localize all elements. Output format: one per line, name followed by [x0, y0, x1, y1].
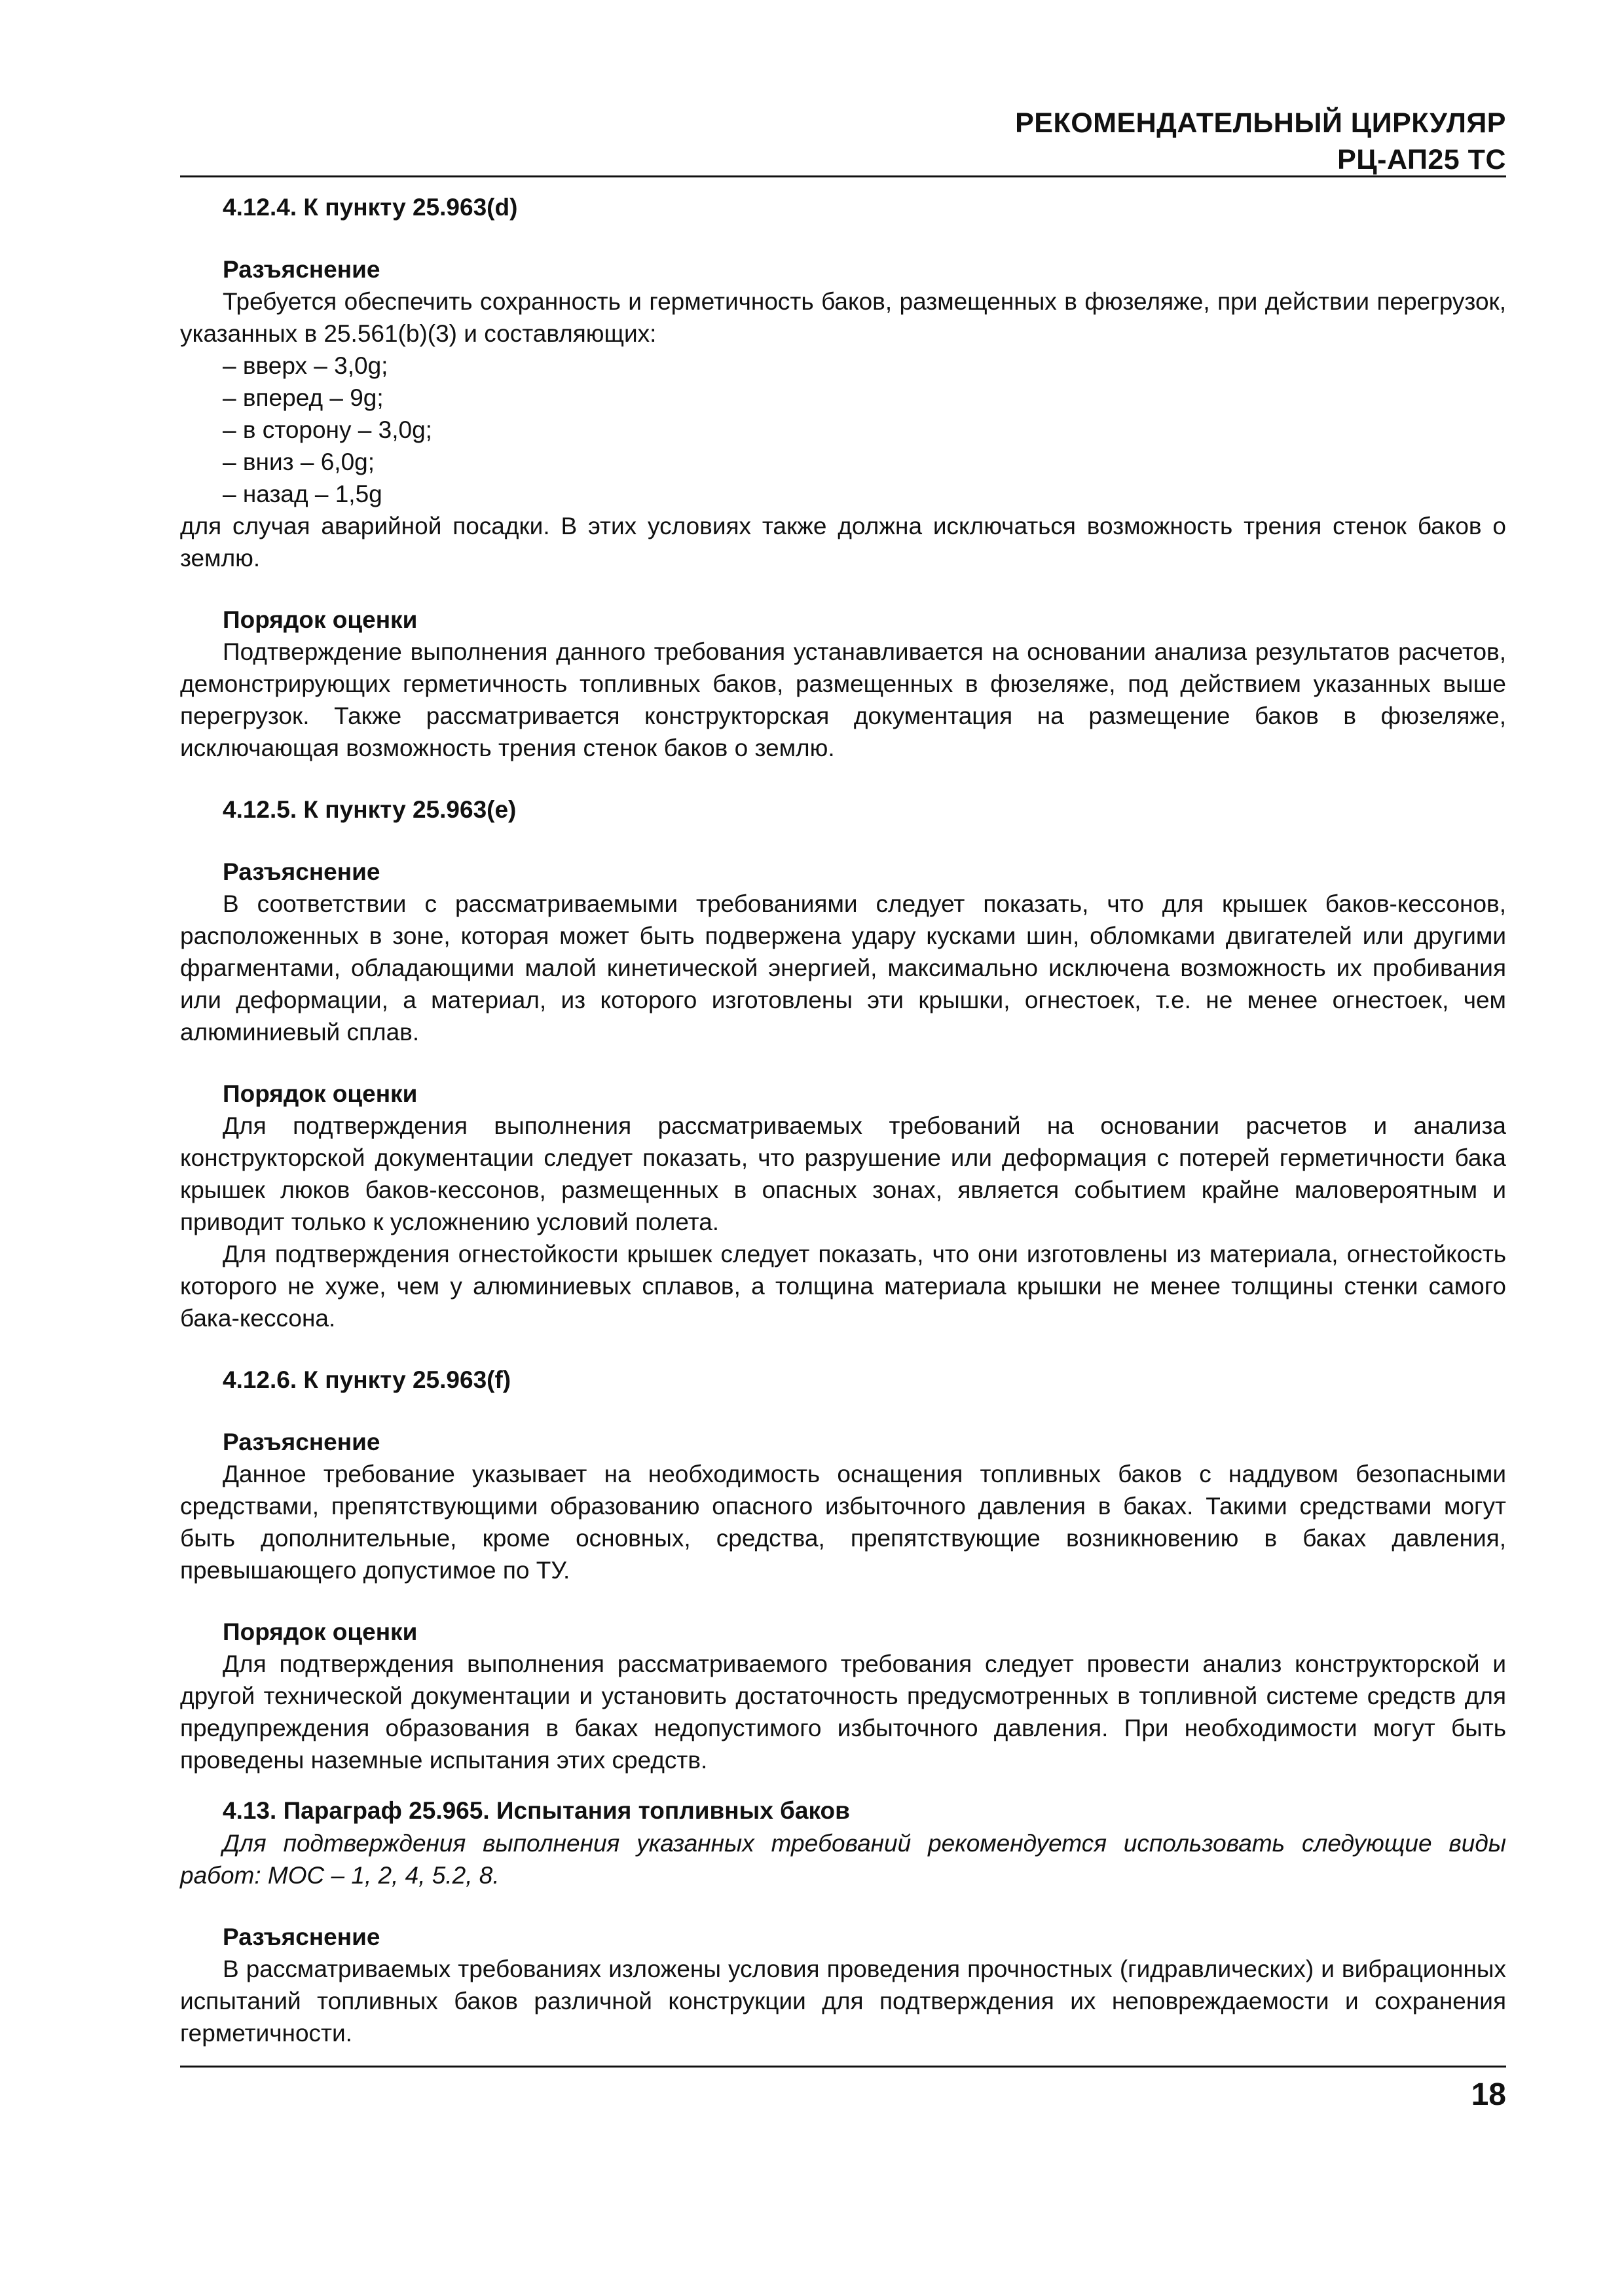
- assessment-heading: Порядок оценки: [223, 1618, 418, 1645]
- section-title-4-12-4: 4.12.4. К пункту 25.963(d): [223, 194, 518, 221]
- explanation-paragraph: Данное требование указывает на необходимость оснащения топливных баков с наддувом безопасными средствами, препятствующими образованию опасного избыточного давления в баках. Такими средствами могут быть дополнительные, кроме основных, средства, препятствующие возникновению в баках давления, превышающего допустимое по ТУ.: [180, 1461, 1506, 1584]
- load-list-item: – вниз – 6,0g;: [223, 448, 375, 475]
- assessment-paragraph: Подтверждение выполнения данного требования устанавливается на основании анализа результатов расчетов, демонстрирующих герметичность топливных баков, размещенных в фюзеляже, под действием указанных выше перегрузок. Также рассматривается конструкторская документация на размещение баков в фюзеляже, исключающая возможность трения стенок баков о землю.: [180, 638, 1506, 761]
- section-title-4-13: 4.13. Параграф 25.965. Испытания топливных баков: [223, 1797, 850, 1824]
- header-code: РЦ-АП25 ТС: [1337, 144, 1506, 175]
- assessment-heading: Порядок оценки: [223, 606, 418, 633]
- header-divider: [180, 175, 1506, 177]
- footer-divider: [180, 2066, 1506, 2068]
- explanation-heading: Разъяснение: [223, 1923, 380, 1950]
- page-header: [1015, 105, 1506, 178]
- explanation-paragraph: для случая аварийной посадки. В этих условиях также должна исключаться возможность трения стенок баков о землю.: [180, 513, 1506, 572]
- explanation-heading: Разъяснение: [223, 256, 380, 283]
- section-title-4-12-6: 4.12.6. К пункту 25.963(f): [223, 1366, 511, 1393]
- assessment-paragraph: Для подтверждения огнестойкости крышек следует показать, что они изготовлены из материала, огнестойкость которого не хуже, чем у алюминиевых сплавов, а толщина материала крышки не менее толщины стенки самого бака-кессона.: [180, 1241, 1506, 1332]
- assessment-paragraph: Для подтверждения выполнения рассматриваемого требования следует провести анализ конструкторской и другой технической документации и установить достаточность предусмотренных в топливной системе средств для предупреждения образования в баках недопустимого избыточного давления. При необходимости могут быть проведены наземные испытания этих средств.: [180, 1650, 1506, 1774]
- recommended-work-note: Для подтверждения выполнения указанных требований рекомендуется использовать следующие виды работ: МОС – 1, 2, 4, 5.2, 8.: [180, 1830, 1506, 1889]
- explanation-paragraph: В соответствии с рассматриваемыми требованиями следует показать, что для крышек баков-кессонов, расположенных в зоне, которая может быть подвержена удару кусками шин, обломками двигателей или другими фрагментами, обладающими малой кинетической энергией, максимально исключена возможность их пробивания или деформации, а материал, из которого изготовлены эти крышки, огнестоек, т.е. не менее огнестоек, чем алюминиевый сплав.: [180, 890, 1506, 1046]
- assessment-paragraph: Для подтверждения выполнения рассматриваемых требований на основании расчетов и анализа конструкторской документации следует показать, что разрушение или деформация с потерей герметичности бака крышек люков баков-кессонов, размещенных в опасных зонах, является событием крайне маловероятным и приводит только к усложнению условий полета.: [180, 1112, 1506, 1235]
- explanation-paragraph: Требуется обеспечить сохранность и герметичность баков, размещенных в фюзеляже, при действии перегрузок, указанных в 25.561(b)(3) и составляющих:: [180, 288, 1506, 347]
- load-list-item: – в сторону – 3,0g;: [223, 416, 432, 443]
- header-title: РЕКОМЕНДАТЕЛЬНЫЙ ЦИРКУЛЯР: [1015, 107, 1506, 139]
- load-list-item: – вперед – 9g;: [223, 384, 384, 411]
- assessment-heading: Порядок оценки: [223, 1080, 418, 1107]
- section-title-4-12-5: 4.12.5. К пункту 25.963(e): [223, 796, 517, 823]
- load-list-item: – вверх – 3,0g;: [223, 352, 388, 379]
- load-list-item: – назад – 1,5g: [223, 481, 382, 507]
- explanation-heading: Разъяснение: [223, 858, 380, 885]
- page-number: 18: [1471, 2077, 1506, 2112]
- page-content: [180, 191, 1506, 2049]
- explanation-heading: Разъяснение: [223, 1429, 380, 1455]
- explanation-paragraph: В рассматриваемых требованиях изложены условия проведения прочностных (гидравлических) и вибрационных испытаний топливных баков различной конструкции для подтверждения их неповреждаемости и сохранения герметичности.: [180, 1956, 1506, 2047]
